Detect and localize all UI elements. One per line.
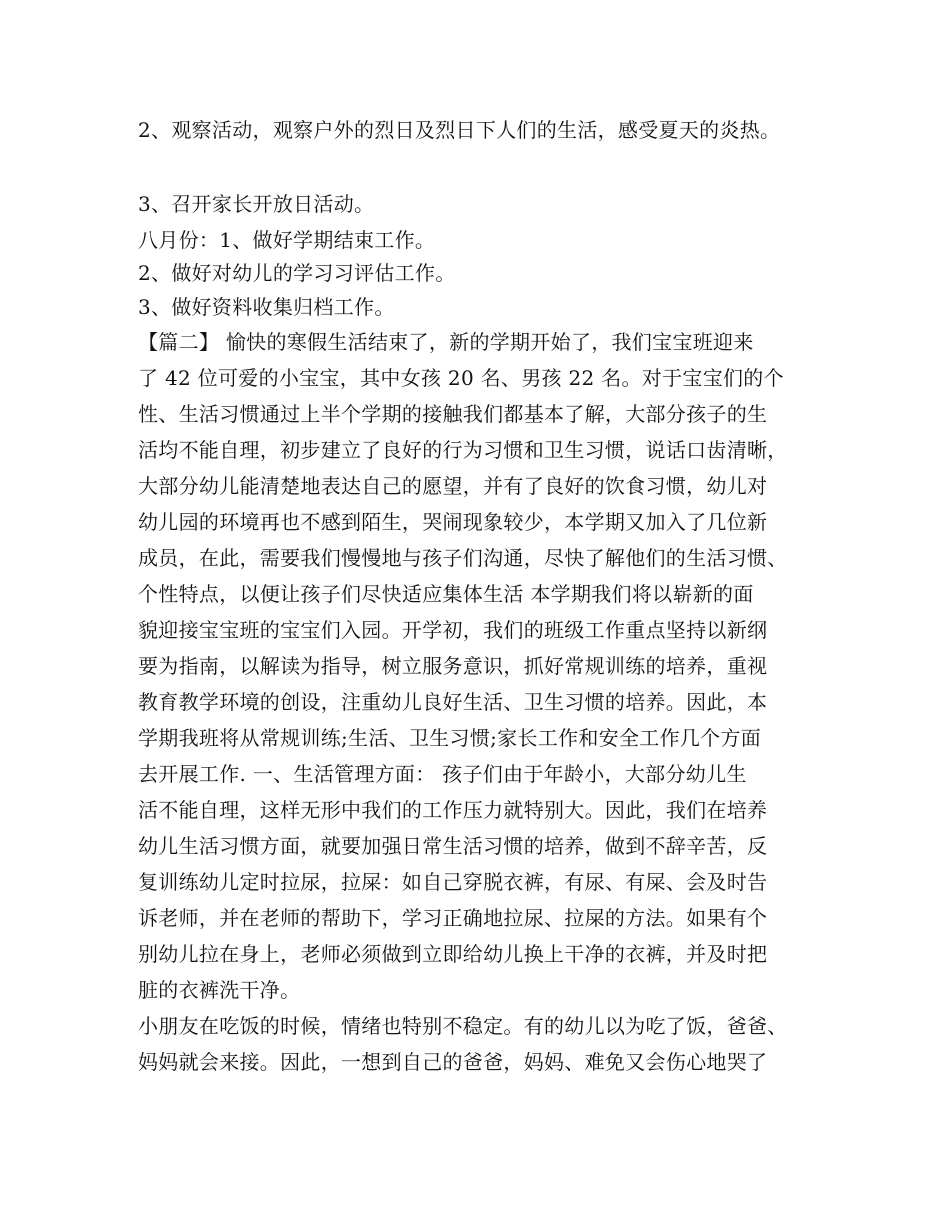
- text-line: 诉老师，并在老师的帮助下，学习正确地拉尿、拉屎的方法。如果有个: [138, 906, 768, 930]
- text-line: 2、做好对幼儿的学习习评估工作。: [138, 261, 456, 285]
- text-line: 了 42 位可爱的小宝宝，其中女孩 20 名、男孩 22 名。对于宝宝们的个: [138, 366, 784, 390]
- text-line: 幼儿生活习惯方面，就要加强日常生活习惯的培养，做到不辞辛苦，反: [138, 834, 768, 858]
- text-line: 2、观察活动，观察户外的烈日及烈日下人们的生活，感受夏天的炎热。: [138, 118, 781, 142]
- text-line: 去开展工作. 一、生活管理方面： 孩子们由于年龄小，大部分幼儿生: [138, 762, 747, 786]
- text-line: 3、召开家长开放日活动。: [138, 192, 375, 216]
- text-line: 妈妈就会来接。因此，一想到自己的爸爸，妈妈、难免又会伤心地哭了: [138, 1050, 768, 1074]
- text-line: 幼儿园的环境再也不感到陌生，哭闹现象较少，本学期又加入了几位新: [138, 510, 768, 534]
- text-line: 活不能自理，这样无形中我们的工作压力就特别大。因此，我们在培养: [138, 798, 768, 822]
- text-line: 个性特点，以便让孩子们尽快适应集体生活 本学期我们将以崭新的面: [138, 582, 754, 606]
- text-line: 性、生活习惯通过上半个学期的接触我们都基本了解，大部分孩子的生: [138, 402, 768, 426]
- text-line: 教育教学环境的创设，注重幼儿良好生活、卫生习惯的培养。因此，本: [138, 690, 768, 714]
- text-line: 学期我班将从常规训练;生活、卫生习惯;家长工作和安全工作几个方面: [138, 726, 762, 750]
- text-line: 脏的衣裤洗干净。: [138, 978, 301, 1002]
- section-heading-line: 【篇二】 愉快的寒假生活结束了，新的学期开始了，我们宝宝班迎来: [138, 330, 754, 354]
- text-line: 复训练幼儿定时拉尿，拉屎：如自己穿脱衣裤，有尿、有屎、会及时告: [138, 870, 768, 894]
- text-line: 小朋友在吃饭的时候，情绪也特别不稳定。有的幼儿以为吃了饭，爸爸、: [138, 1014, 788, 1038]
- text-line: 貌迎接宝宝班的宝宝们入园。开学初，我们的班级工作重点坚持以新纲: [138, 618, 768, 642]
- text-line: 要为指南，以解读为指导，树立服务意识，抓好常规训练的培养，重视: [138, 654, 768, 678]
- text-line: 3、做好资料收集归档工作。: [138, 295, 395, 319]
- text-line: 别幼儿拉在身上，老师必须做到立即给幼儿换上干净的衣裤，并及时把: [138, 942, 768, 966]
- text-line: 活均不能自理，初步建立了良好的行为习惯和卫生习惯，说话口齿清晰，: [138, 438, 788, 462]
- text-line: 大部分幼儿能清楚地表达自己的愿望，并有了良好的饮食习惯，幼儿对: [138, 474, 768, 498]
- text-line: 成员，在此，需要我们慢慢地与孩子们沟通，尽快了解他们的生活习惯、: [138, 546, 788, 570]
- text-line: 八月份：1、做好学期结束工作。: [138, 228, 436, 252]
